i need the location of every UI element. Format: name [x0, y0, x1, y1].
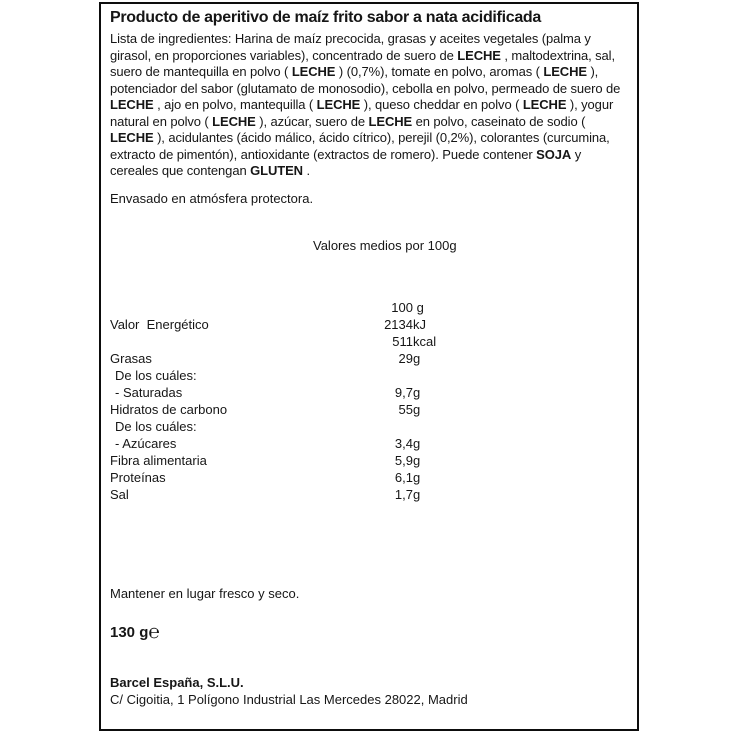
nutrition-value-number: 2134 — [384, 317, 413, 332]
product-title: Producto de aperitivo de maíz frito sabor a nata acidificada — [110, 9, 542, 26]
nutrition-row — [110, 469, 629, 486]
manufacturer-address: C/ Cigoitia, 1 Polígono Industrial Las Mercedes 28022, Madrid — [110, 691, 468, 707]
allergen-text: LECHE — [291, 64, 336, 79]
ingredient-text: . — [302, 163, 310, 178]
ingredient-text: ), azúcar, suero de — [255, 113, 369, 129]
allergen-text: GLUTEN — [250, 163, 303, 178]
nutrition-row — [110, 401, 629, 418]
nutrition-header: Valores medios por 100g — [313, 238, 457, 253]
nutrition-row — [110, 299, 629, 316]
ingredients-text — [110, 31, 629, 180]
nutrition-value-number: 5,9 — [394, 453, 413, 468]
nutrition-row — [110, 435, 629, 452]
nutrition-label — [110, 333, 340, 350]
nutrition-row — [110, 367, 629, 384]
nutrition-value-number: 511 — [392, 334, 413, 349]
nutrition-value-number: 100 — [391, 300, 413, 315]
nutrition-value-unit: g — [413, 436, 421, 451]
allergen-text: LECHE — [110, 97, 154, 112]
ingredient-text: , ajo en polvo, mantequilla ( — [153, 97, 317, 112]
ingredient-text: ), acidulantes (ácido málico, ácido cítrico), perejil (0,2%), colorantes (curcumina, extracto de pimentón), antioxidante (extractos de romero). Puede contener — [110, 130, 610, 162]
manufacturer-name: Barcel España, S.L.U. — [110, 674, 244, 690]
nutrition-value-unit: g — [413, 351, 421, 366]
nutrition-label: Proteínas — [110, 470, 166, 485]
nutrition-value-unit: g — [413, 453, 421, 468]
ingredient-text: en polvo, caseinato de sodio ( — [412, 113, 586, 129]
nutrition-value-number: 55 — [398, 402, 413, 417]
nutrition-row — [110, 486, 629, 503]
allergen-text: LECHE — [368, 113, 413, 129]
nutrition-value-unit: g — [413, 402, 421, 417]
net-weight — [110, 622, 629, 644]
estimated-sign-icon: ℮ — [148, 621, 160, 643]
allergen-text: LECHE — [316, 97, 361, 112]
nutrition-row — [110, 418, 629, 435]
nutrition-label: Fibra alimentaria — [110, 453, 207, 468]
nutrition-row — [110, 384, 629, 401]
nutrition-value-number: 6,1 — [394, 470, 413, 485]
nutrition-table — [110, 299, 629, 503]
nutrition-label: Valor Energético — [110, 317, 209, 332]
nutrition-label: De los cuáles: — [115, 419, 197, 434]
nutrition-label: De los cuáles: — [115, 368, 197, 383]
nutrition-label: Grasas — [110, 351, 152, 366]
ingredient-text: y cereales que contengan — [110, 146, 582, 178]
nutrition-row — [110, 333, 629, 350]
ingredient-text: Lista de ingredientes: Harina de maíz precocida, grasas y aceites vegetales (palma y girasol, en proporciones variables), concentrado de suero de — [110, 31, 591, 63]
nutrition-value-unit: g — [413, 470, 421, 485]
ingredient-text: ) (0,7%), tomate en polvo, aromas ( — [335, 64, 544, 79]
atmosphere-note: Envasado en atmósfera protectora. — [110, 190, 314, 206]
product-label — [99, 2, 639, 731]
nutrition-label — [110, 299, 340, 316]
allergen-text: LECHE — [457, 47, 501, 63]
allergen-text: LECHE — [212, 113, 256, 129]
nutrition-row — [110, 350, 629, 367]
storage-note: Mantener en lugar fresco y seco. — [110, 586, 300, 601]
nutrition-value-number — [340, 367, 413, 384]
ingredient-text: ), yogur natural en polvo ( — [110, 97, 614, 129]
nutrition-value-unit: g — [413, 385, 421, 400]
nutrition-value-number: 3,4 — [394, 436, 413, 451]
net-weight-value: 130 g — [110, 623, 149, 641]
nutrition-value-number: 9,7 — [394, 385, 413, 400]
allergen-text: LECHE — [110, 130, 154, 145]
nutrition-label: Sal — [110, 487, 129, 502]
ingredient-text: ), queso cheddar en polvo ( — [360, 97, 523, 112]
allergen-text: LECHE — [543, 64, 587, 79]
ingredient-text: ), potenciador del sabor (glutamato de monosodio), cebolla en polvo, permeado de suero de — [110, 64, 621, 96]
nutrition-label: - Azúcares — [115, 436, 177, 451]
nutrition-value-unit: g — [413, 300, 424, 315]
nutrition-value-unit: kcal — [413, 334, 437, 349]
nutrition-value-number: 29 — [398, 351, 413, 366]
nutrition-row — [110, 316, 629, 333]
nutrition-label: Hidratos de carbono — [110, 402, 228, 417]
nutrition-value-number — [340, 418, 413, 435]
nutrition-value-number: 1,7 — [394, 487, 413, 502]
allergen-text: LECHE — [522, 97, 567, 112]
nutrition-value-unit: g — [413, 487, 421, 502]
nutrition-row — [110, 452, 629, 469]
allergen-text: SOJA — [536, 146, 572, 162]
ingredient-text: , maltodextrina, sal, suero de mantequilla en polvo ( — [110, 47, 615, 79]
nutrition-label: - Saturadas — [115, 385, 183, 400]
nutrition-value-unit: kJ — [413, 317, 426, 332]
